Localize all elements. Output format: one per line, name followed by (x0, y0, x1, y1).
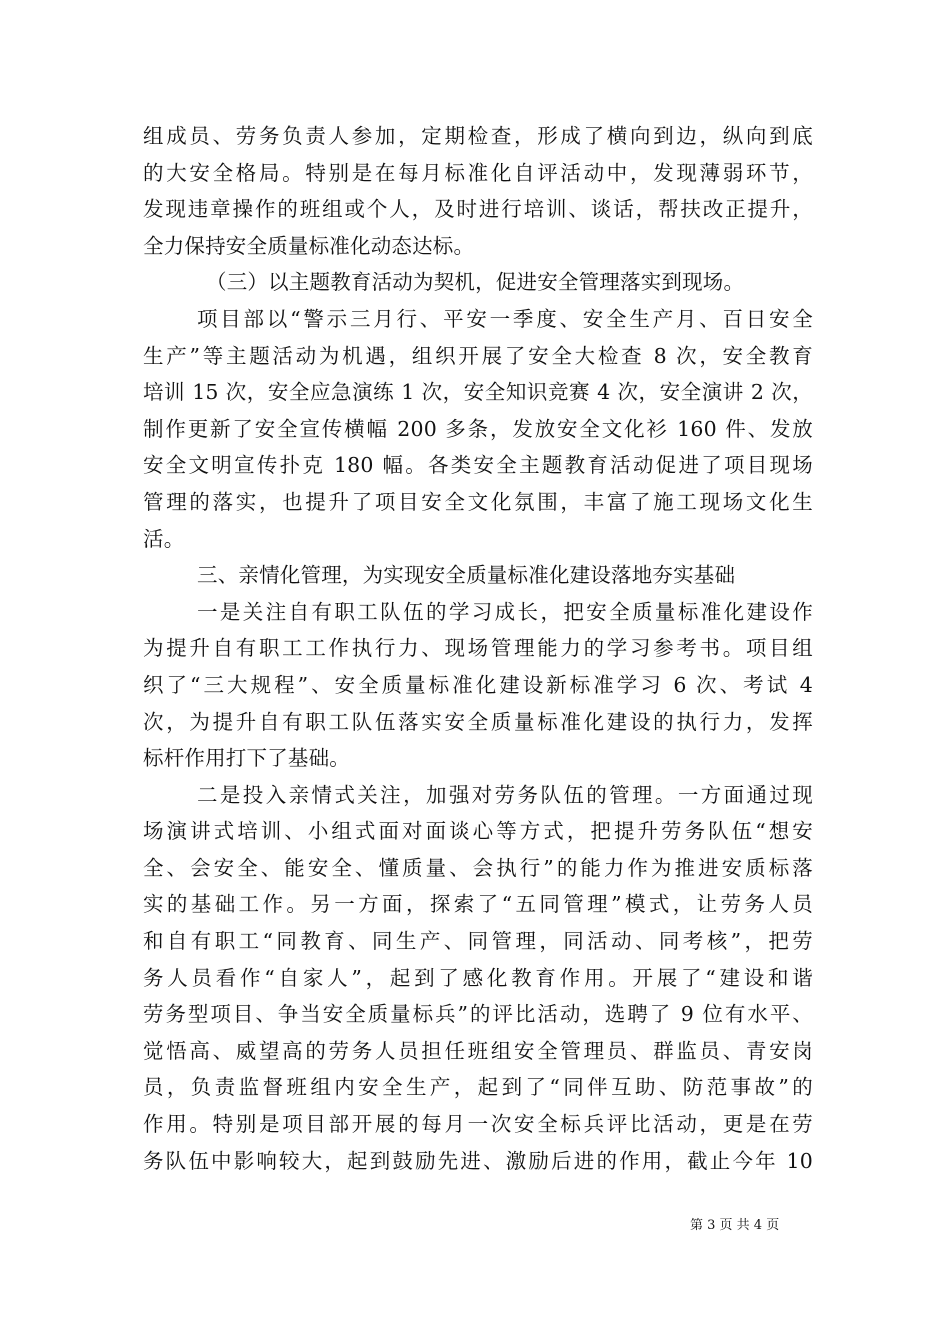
paragraph-first-line: 项目部以“警示三月行、平安一季度、安全生产月、百日安全 (197, 306, 813, 331)
text-line: 次，为提升自有职工队伍落实安全质量标准化建设的执行力，发挥 (143, 709, 813, 734)
text-line: 安全文明宣传扑克 180 幅。各类安全主题教育活动促进了项目现场 (143, 453, 813, 478)
text-line: 为提升自有职工工作执行力、现场管理能力的学习参考书。项目组 (143, 636, 813, 661)
page-number: 第 3 页 共 4 页 (690, 1218, 780, 1233)
text-line: 培训 15 次，安全应急演练 1 次，安全知识竞赛 4 次，安全演讲 2 次， (143, 380, 813, 405)
text-line: 全力保持安全质量标准化动态达标。 (143, 233, 475, 258)
text-line: 活。 (143, 526, 185, 551)
paragraph-first-line: 一是关注自有职工队伍的学习成长，把安全质量标准化建设作 (197, 599, 813, 624)
section-heading: （三）以主题教育活动为契机，促进安全管理落实到现场。 (206, 270, 745, 295)
text-line: 全、会安全、能安全、懂质量、会执行”的能力作为推进安质标落 (143, 855, 813, 880)
document-body (143, 118, 813, 1179)
text-line: 员，负责监督班组内安全生产，起到了“同伴互助、防范事故”的 (143, 1075, 813, 1100)
text-line: 务队伍中影响较大，起到鼓励先进、激励后进的作用，截止今年 10 (143, 1148, 813, 1173)
text-line: 组成员、劳务负责人参加，定期检查，形成了横向到边，纵向到底 (143, 124, 813, 148)
text-line: 场演讲式培训、小组式面对面谈心等方式，把提升劳务队伍“想安 (143, 819, 813, 844)
text-line: 劳务型项目、争当安全质量标兵”的评比活动，选聘了 9 位有水平、 (143, 1002, 813, 1027)
paragraph-first-line: 二是投入亲情式关注，加强对劳务队伍的管理。一方面通过现 (197, 782, 813, 807)
text-line: 发现违章操作的班组或个人，及时进行培训、谈话，帮扶改正提升， (143, 197, 813, 222)
text-line: 制作更新了安全宣传横幅 200 多条，发放安全文化衫 160 件、发放 (143, 416, 813, 441)
text-line: 标杆作用打下了基础。 (143, 746, 350, 771)
text-line: 务人员看作“自家人”，起到了感化教育作用。开展了“建设和谐 (143, 965, 813, 990)
text-line: 实的基础工作。另一方面，探索了“五同管理”模式，让劳务人员 (143, 892, 813, 917)
text-line: 觉悟高、威望高的劳务人员担任班组安全管理员、群监员、青安岗 (143, 1038, 813, 1063)
text-line: 管理的落实，也提升了项目安全文化氛围，丰富了施工现场文化生 (143, 489, 813, 514)
text-line: 作用。特别是项目部开展的每月一次安全标兵评比活动，更是在劳 (143, 1112, 813, 1137)
section-heading: 三、亲情化管理，为实现安全质量标准化建设落地夯实基础 (197, 563, 736, 588)
text-line: 的大安全格局。特别是在每月标准化自评活动中，发现薄弱环节， (143, 160, 813, 185)
text-line: 和自有职工“同教育、同生产、同管理，同活动、同考核”，把劳 (143, 929, 813, 954)
text-line: 生产”等主题活动为机遇，组织开展了安全大检查 8 次，安全教育 (143, 343, 813, 368)
text-line: 织了“三大规程”、安全质量标准化建设新标准学习 6 次、考试 4 (143, 672, 813, 697)
